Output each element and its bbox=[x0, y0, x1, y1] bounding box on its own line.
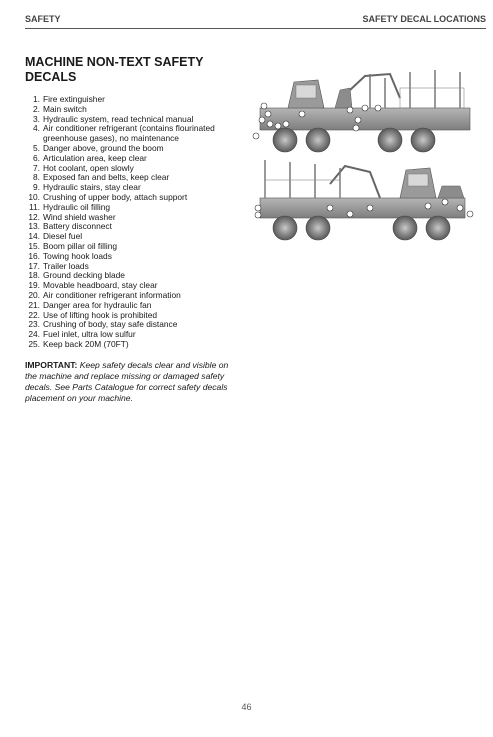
decal-description: Movable headboard, stay clear bbox=[43, 280, 158, 291]
decal-number: 9. bbox=[33, 182, 40, 193]
decal-description: Fire extinguisher bbox=[43, 94, 105, 104]
page-number: 46 bbox=[241, 702, 252, 712]
machine-view-bottom bbox=[255, 160, 473, 240]
important-note bbox=[25, 360, 240, 404]
decal-description: Danger above, ground the boom bbox=[43, 142, 164, 153]
machine-view-top bbox=[253, 70, 470, 152]
decal-number: 7. bbox=[33, 162, 40, 173]
decal-description: Battery disconnect bbox=[43, 221, 112, 232]
forwarder-machine-illustration bbox=[250, 68, 480, 248]
decal-description: Hydraulic oil filling bbox=[43, 201, 111, 212]
decal-description: Hydraulic system, read technical manual bbox=[43, 113, 194, 124]
page-header bbox=[25, 12, 486, 29]
decal-description: Fuel inlet, ultra low sulfur bbox=[43, 329, 136, 340]
decal-number: 21. bbox=[28, 299, 40, 310]
decal-number: 25. bbox=[28, 338, 40, 349]
decal-number: 17. bbox=[28, 260, 40, 271]
decal-description: Air conditioner refrigerant information bbox=[43, 289, 181, 300]
decal-description: Boom pillar oil filling bbox=[43, 240, 118, 251]
decal-number: 24. bbox=[28, 329, 40, 340]
decal-number: 6. bbox=[33, 152, 40, 163]
decal-description: Danger area for hydraulic fan bbox=[43, 299, 152, 310]
decal-number: 1. bbox=[33, 94, 40, 104]
decal-description: Exposed fan and belts, keep clear bbox=[43, 172, 170, 183]
decal-description: Crushing of upper body, attach support bbox=[43, 191, 188, 202]
decal-list-item bbox=[25, 124, 250, 144]
page-title-line-1: MACHINE NON-TEXT SAFETY bbox=[25, 55, 204, 69]
important-text: Keep safety decals clear and visible on the machine and replace missing or damaged safety decals. See Parts Catalogue for correct safety decals placement on your machine. bbox=[25, 360, 229, 403]
decal-description: Articulation area, keep clear bbox=[43, 152, 147, 163]
decal-number: 10. bbox=[28, 191, 40, 202]
header-section-title: SAFETY bbox=[25, 14, 61, 24]
header-chapter-title: SAFETY DECAL LOCATIONS bbox=[362, 14, 486, 24]
decal-description: Hydraulic stairs, stay clear bbox=[43, 182, 141, 193]
decal-description: Air conditioner refrigerant (contains flourinated greenhouse gases), no maintenance bbox=[43, 123, 215, 144]
decal-number: 12. bbox=[28, 211, 40, 222]
decal-number: 3. bbox=[33, 113, 40, 124]
decal-description: Diesel fuel bbox=[43, 231, 83, 242]
decal-number: 8. bbox=[33, 172, 40, 183]
decal-description: Towing hook loads bbox=[43, 250, 112, 261]
decal-description: Wind shield washer bbox=[43, 211, 116, 222]
decal-list-item bbox=[25, 340, 250, 350]
decal-number: 4. bbox=[33, 123, 40, 134]
decal-description: Ground decking blade bbox=[43, 270, 125, 281]
decal-number: 18. bbox=[28, 270, 40, 281]
page-title-line-2: DECALS bbox=[25, 70, 77, 84]
decal-number: 20. bbox=[28, 289, 40, 300]
decal-number: 22. bbox=[28, 309, 40, 320]
decal-number: 11. bbox=[28, 201, 40, 212]
decal-number: 13. bbox=[28, 221, 40, 232]
decal-number: 23. bbox=[28, 319, 40, 330]
decal-number: 19. bbox=[28, 280, 40, 291]
decal-number: 2. bbox=[33, 103, 40, 114]
page-title bbox=[25, 55, 235, 85]
decal-description: Keep back 20M (70FT) bbox=[43, 338, 129, 349]
decal-description: Use of lifting hook is prohibited bbox=[43, 309, 158, 320]
decal-description: Main switch bbox=[43, 103, 87, 114]
decal-list bbox=[25, 95, 250, 350]
decal-number: 5. bbox=[33, 142, 40, 153]
decal-description: Trailer loads bbox=[43, 260, 89, 271]
decal-number: 16. bbox=[28, 250, 40, 261]
important-label: IMPORTANT: bbox=[25, 360, 78, 370]
decal-description: Hot coolant, open slowly bbox=[43, 162, 134, 173]
decal-number: 14. bbox=[28, 231, 40, 242]
decal-description: Crushing of body, stay safe distance bbox=[43, 319, 178, 330]
decal-number: 15. bbox=[28, 240, 40, 251]
